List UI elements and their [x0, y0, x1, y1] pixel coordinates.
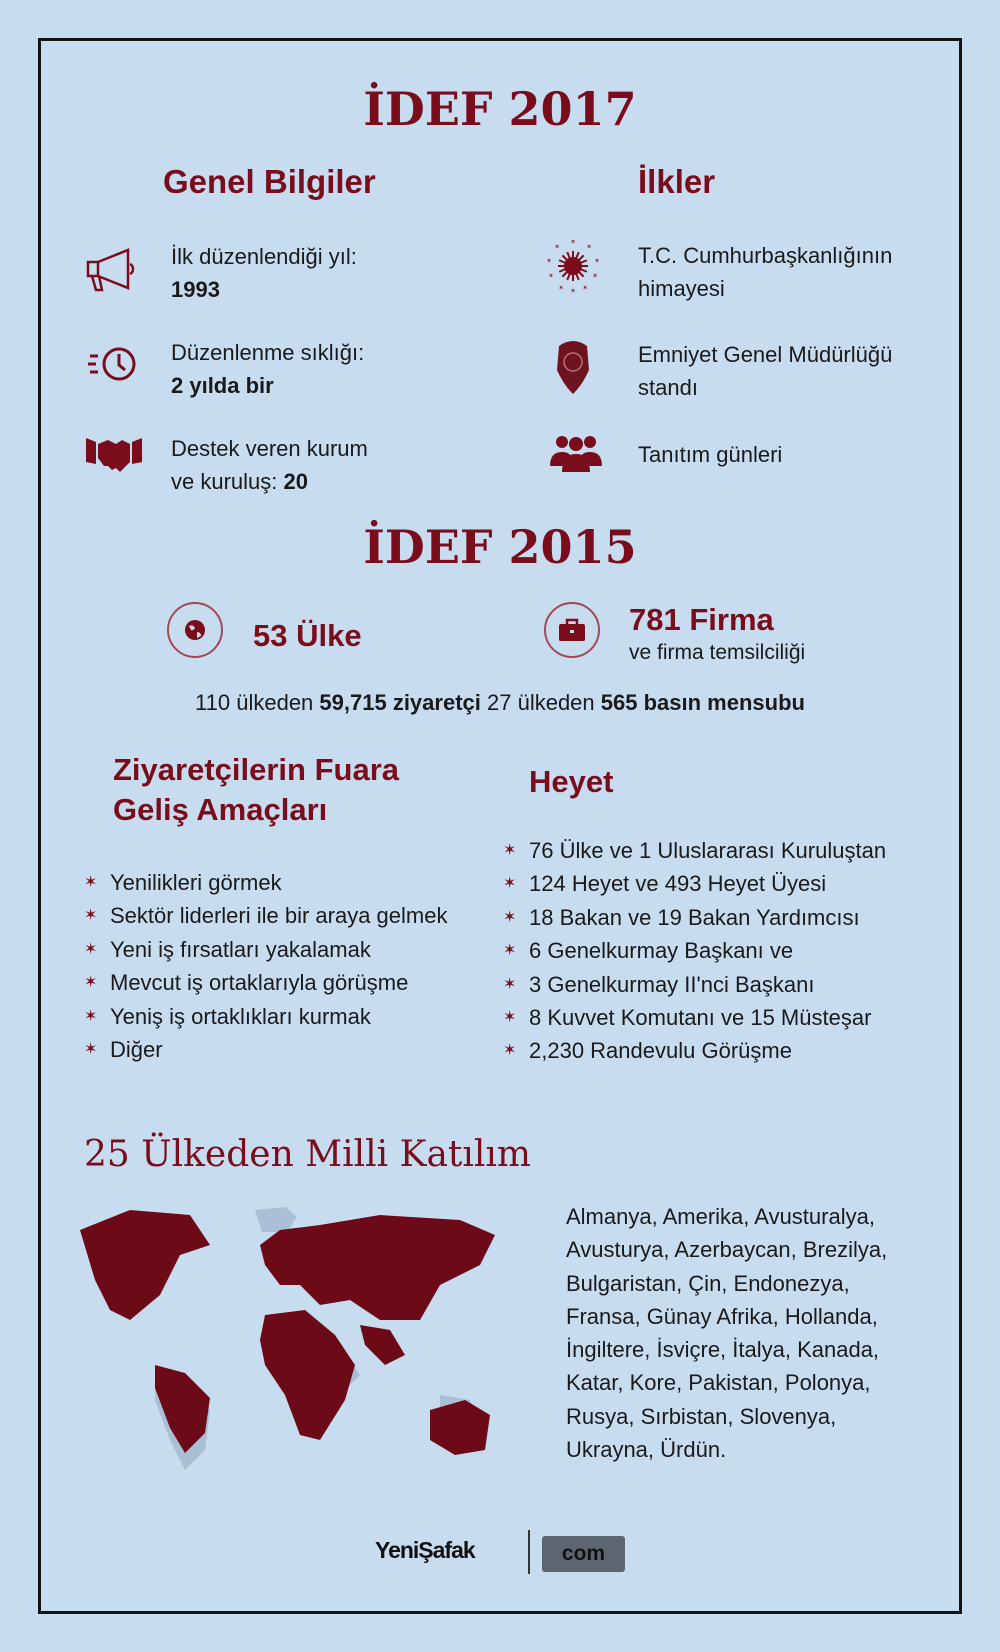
purposes-heading: Ziyaretçilerin Fuara Geliş Amaçları	[113, 752, 400, 827]
list-item: ✶ 8 Kuvvet Komutanı ve 15 Müsteşar	[503, 1001, 886, 1034]
svg-text:✶: ✶	[558, 285, 564, 292]
star-bullet-icon: ✶	[503, 975, 517, 993]
visitors-summary: 110 ülkeden 59,715 ziyaretçi 27 ülkeden 565 basın mensubu	[195, 690, 805, 715]
heyet-list	[503, 834, 886, 1068]
people-icon	[548, 432, 604, 472]
heyet-heading: Heyet	[529, 764, 614, 799]
logo-divider	[528, 1530, 530, 1574]
ilkler-heading: İlkler	[638, 163, 716, 200]
firms-sub: ve firma temsilciliği	[629, 641, 806, 664]
title-idef-2017: İDEF 2017	[363, 82, 637, 136]
star-bullet-icon: ✶	[503, 908, 517, 926]
star-bullet-icon: ✶	[503, 1009, 517, 1027]
firms-count: 781 Firma	[629, 602, 774, 637]
ilk-presidency: T.C. Cumhurbaşkanlığının himayesi	[638, 243, 893, 301]
svg-text:✶: ✶	[570, 288, 576, 294]
list-item: ✶ Yeniş iş ortaklıkları kurmak	[84, 1000, 447, 1033]
list-item: ✶ Yeni iş fırsatları yakalamak	[84, 933, 447, 966]
list-item: ✶ 124 Heyet ve 493 Heyet Üyesi	[503, 867, 886, 900]
presidential-seal-icon	[545, 238, 601, 294]
star-bullet-icon: ✶	[84, 940, 98, 958]
title-idef-2015: İDEF 2015	[363, 520, 637, 574]
genel-bilgiler-heading: Genel Bilgiler	[163, 163, 376, 200]
yenisafak-logo: YeniŞafak	[375, 1537, 475, 1563]
list-item: ✶ 6 Genelkurmay Başkanı ve	[503, 934, 886, 967]
list-item: ✶ 18 Bakan ve 19 Bakan Yardımcısı	[503, 901, 886, 934]
countries-count: 53 Ülke	[253, 618, 362, 653]
star-bullet-icon: ✶	[84, 1007, 98, 1025]
handshake-icon	[86, 432, 142, 480]
clock-icon	[86, 340, 142, 388]
svg-text:✶: ✶	[570, 239, 576, 246]
supporters-item: Destek veren kurum ve kuruluş: 20	[171, 436, 368, 494]
list-item: ✶ 3 Genelkurmay II'nci Başkanı	[503, 968, 886, 1001]
star-bullet-icon: ✶	[84, 1041, 98, 1059]
frequency-item: Düzenlenme sıklığı: 2 yılda bir	[171, 340, 365, 398]
globe-icon	[167, 602, 223, 658]
svg-text:✶: ✶	[592, 273, 598, 280]
star-bullet-icon: ✶	[503, 942, 517, 960]
world-map	[60, 1205, 540, 1475]
svg-text:✶: ✶	[554, 244, 560, 251]
svg-text:✶: ✶	[586, 244, 592, 251]
star-bullet-icon: ✶	[503, 1042, 517, 1060]
ilk-police-stand: Emniyet Genel Müdürlüğü standı	[638, 342, 893, 400]
com-badge: com	[542, 1536, 625, 1572]
svg-text:✶: ✶	[582, 285, 588, 292]
list-item: ✶ 2,230 Randevulu Görüşme	[503, 1034, 886, 1067]
list-item: ✶ Diğer	[84, 1033, 447, 1066]
purposes-list	[84, 866, 447, 1066]
participation-heading: 25 Ülkeden Milli Katılım	[84, 1134, 532, 1175]
briefcase-icon	[544, 602, 600, 658]
list-item: ✶ 76 Ülke ve 1 Uluslararası Kuruluştan	[503, 834, 886, 867]
star-bullet-icon: ✶	[84, 907, 98, 925]
star-bullet-icon: ✶	[503, 875, 517, 893]
svg-text:✶: ✶	[546, 258, 552, 265]
star-bullet-icon: ✶	[503, 842, 517, 859]
police-badge-icon	[553, 336, 593, 396]
first-year-item: İlk düzenlendiği yıl: 1993	[171, 244, 357, 302]
countries-list: Almanya, Amerika, Avusturalya, Avusturya, Azerbaycan, Brezilya, Bulgaristan, Çin, Endonezya, Fransa, Günay Afrika, Hollanda, İngiltere, İsviçre, İtalya, Kanada, Katar, Kore, Pakistan, Polonya, Rusya, Sırbistan, Slovenya, Ukrayna, Ürdün.	[566, 1204, 888, 1463]
list-item: ✶ Yenilikleri görmek	[84, 866, 447, 899]
list-item: ✶ Sektör liderleri ile bir araya gelmek	[84, 899, 447, 932]
megaphone-icon	[84, 246, 140, 294]
star-bullet-icon: ✶	[84, 874, 98, 891]
svg-text:✶: ✶	[548, 273, 554, 280]
list-item: ✶ Mevcut iş ortaklarıyla görüşme	[84, 966, 447, 999]
svg-text:✶: ✶	[594, 258, 600, 265]
ilk-promo-days: Tanıtım günleri	[638, 442, 783, 467]
star-bullet-icon: ✶	[84, 974, 98, 992]
